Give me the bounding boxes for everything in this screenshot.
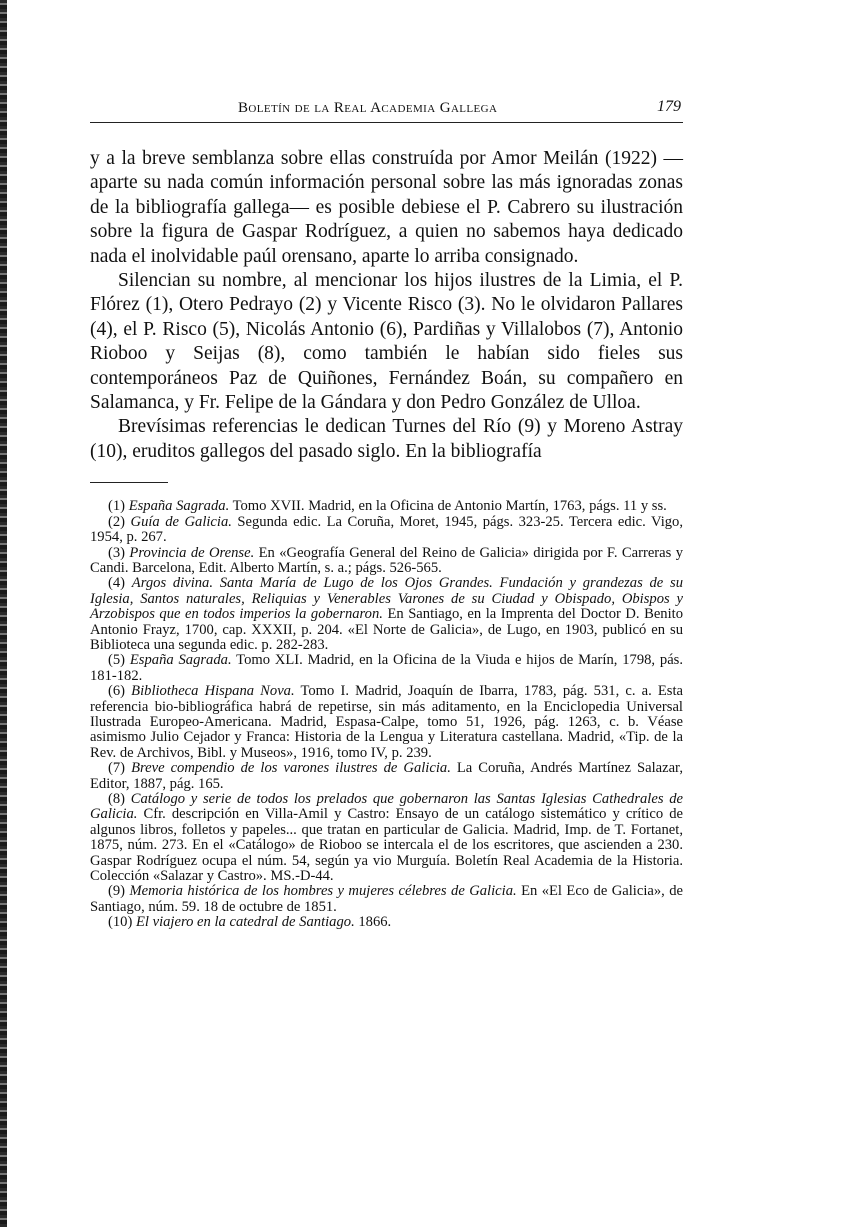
footnote-title: Memoria histórica de los hombres y mujeres célebres de Galicia.: [129, 883, 517, 900]
footnote-text: 1866.: [354, 914, 392, 931]
paragraph: Silencian su nombre, al mencionar los hijos ilustres de la Limia, el P. Flórez (1), Otero Pedrayo (2) y Vicente Risco (3). No le olvidaron Pallares (4), el P. Risco (5), Nicolás Antonio (6), Pardiñas y Villalobos (7), Antonio Rioboo y Seijas (8), como también le habían sido fieles sus contemporáneos Paz de Quiñones, Fernández Boán, su compañero en Salamanca, y Fr. Felipe de la Gándara y don Pedro González de Ulloa.: [90, 270, 683, 414]
footnote-title: Argos divina. Santa María de Lugo de los Ojos Grandes. Fundación y grandezas de su Iglesia, Santos naturales, Reliquias y Venerables Varones de su Ciudad y Obispado, Obispos y Arzobispos que en todos imperios la gobernaron.: [90, 575, 684, 623]
footnote-number: (2): [108, 513, 126, 530]
body-text: [90, 147, 683, 464]
footnote-separator: [90, 482, 168, 483]
footnote-title: España Sagrada.: [129, 652, 232, 669]
footnote-number: (1): [108, 498, 126, 515]
book-page: [90, 96, 683, 931]
footnote-number: (8): [108, 791, 126, 807]
footnote: [90, 576, 683, 653]
footnote: [90, 884, 683, 915]
footnote-number: (9): [108, 883, 126, 900]
footnote-title: El viajero en la catedral de Santiago.: [135, 914, 355, 931]
footnote-text: Tomo XLI. Madrid, en la Oficina de la Viuda e hijos de Marín, 1798, pás. 181-182.: [90, 652, 683, 684]
paragraph: Brevísimas referencias le dedican Turnes del Río (9) y Moreno Astray (10), eruditos gallegos del pasado siglo. En la bibliografía: [90, 416, 683, 462]
footnote-number: (6): [108, 683, 126, 700]
footnote: [90, 515, 683, 546]
footnote-title: Provincia de Orense.: [129, 544, 255, 561]
footnote-text: Cfr. descripción en Villa-Amil y Castro: Ensayo de un catálogo sistemático y crítico de algunos libros, folletos y papeles... que tratan en particular de Galicia. Madrid, Imp. de T. Fortanet, 1875, núm. 273. En el «Catálogo» de Rioboo se intercala el de los escritores, que ascienden a 230. Gaspar Rodríguez ocupa el núm. 54, según ya vio Murguía. Boletín Real Academia de la Historia. Colección «Salazar y Castro». MS.-D-44.: [90, 806, 683, 885]
footnote-title: Catálogo y serie de todos los prelados que gobernaron las Santas Iglesias Cathedrales de Galicia.: [90, 791, 684, 823]
running-title: Boletín de la Real Academia Gallega: [238, 100, 498, 116]
page-number: 179: [657, 98, 681, 115]
footnote-text: Tomo XVII. Madrid, en la Oficina de Antonio Martín, 1763, págs. 11 y ss.: [229, 498, 667, 515]
footnote-text: Tomo I. Madrid, Joaquín de Ibarra, 1783, pág. 531, c. a. Esta referencia bio-bibliográfica habrá de repetirse, sin más aditamento, en la Enciclopedia Universal Ilustrada Europeo-Americana. Madrid, Espasa-Calpe, tomo 51, 1926, pág. 1263, c. b. Véase asimismo Julio Cejador y Franca: Historia de la Lengua y Literatura castellana. Madrid, «Tip. de la Rev. de Archivos, Bibl. y Museos», 1916, tomo IV, p. 239.: [90, 683, 683, 761]
footnote-title: España Sagrada.: [128, 498, 230, 515]
footnote-number: (7): [108, 760, 126, 777]
footnote: [90, 761, 683, 792]
footnote: [90, 792, 683, 884]
binding-edge: [0, 0, 7, 1227]
footnote-number: (5): [108, 652, 126, 669]
footnote-text: En «Geografía General del Reino de Galicia» dirigida por F. Carreras y Candi. Barcelona, Edit. Alberto Martín, s. a.; págs. 526-565.: [90, 544, 683, 576]
footnote-text: En «El Eco de Galicia», de Santiago, núm. 59. 18 de octubre de 1851.: [90, 883, 684, 915]
footnote-title: Guía de Galicia.: [130, 513, 232, 530]
footnote-text: En Santiago, en la Imprenta del Doctor D. Benito Antonio Frayz, 1700, cap. XXXII, p. 204. «El Norte de Galicia», de Lugo, en 1903, publicó en su Biblioteca una segunda edic. p. 282-283.: [90, 606, 684, 653]
footnote-number: (3): [108, 544, 126, 561]
footnote-number: (10): [108, 914, 133, 931]
footnote: [90, 653, 683, 684]
footnotes: [90, 499, 683, 930]
footnote: [90, 546, 683, 577]
footnote-number: (4): [108, 575, 126, 592]
footnote: [90, 915, 683, 930]
footnote-text: La Coruña, Andrés Martínez Salazar, Editor, 1887, pág. 165.: [90, 760, 683, 792]
footnote: [90, 499, 683, 514]
footnote-title: Bibliotheca Hispana Nova.: [131, 683, 295, 700]
footnote-title: Breve compendio de los varones ilustres de Galicia.: [131, 760, 451, 777]
footnote: [90, 684, 683, 761]
footnote-text: Segunda edic. La Coruña, Moret, 1945, págs. 323-25. Tercera edic. Vigo, 1954, p. 267.: [90, 513, 683, 546]
paragraph: y a la breve semblanza sobre ellas construída por Amor Meilán (1922) —aparte su nada común información personal sobre las más ignoradas zonas de la bibliografía gallega— es posible debiese el P. Cabrero su ilustración sobre la figura de Gaspar Rodríguez, a quien no sabemos haya dedicado nada el inolvidable paúl orensano, aparte lo arriba consignado.: [90, 148, 683, 267]
page-header: [90, 96, 683, 123]
